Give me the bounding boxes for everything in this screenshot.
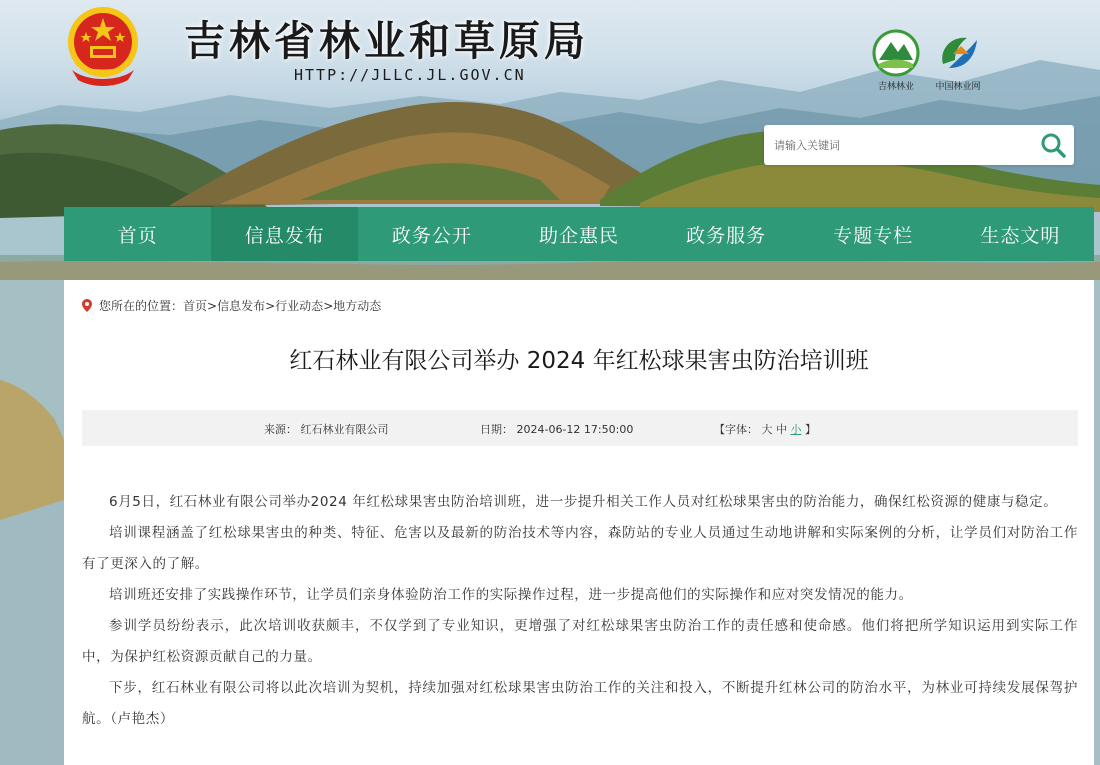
breadcrumb-item-local-news[interactable]: 地方动态 bbox=[333, 299, 382, 313]
article-source bbox=[264, 421, 389, 437]
article-body bbox=[82, 487, 1078, 735]
nav-item-home[interactable]: 首页 bbox=[117, 224, 158, 247]
font-size-medium-button[interactable]: 中 bbox=[776, 423, 787, 436]
breadcrumb-separator: > bbox=[323, 298, 334, 313]
article-meta bbox=[82, 410, 1078, 446]
partner-caption: 中国林业网 bbox=[935, 82, 981, 92]
location-pin-icon bbox=[82, 299, 92, 312]
china-forestry-net-logo bbox=[933, 28, 983, 78]
nav-item-business-support[interactable]: 助企惠民 bbox=[538, 224, 619, 247]
source-value: 红石林业有限公司 bbox=[300, 423, 389, 436]
content-panel bbox=[64, 280, 1094, 765]
font-size-label: 【字体： bbox=[714, 423, 758, 436]
jilin-forestry-logo bbox=[871, 28, 921, 78]
date-value: 2024-06-12 17:50:00 bbox=[516, 423, 634, 436]
nav-item-info-release[interactable]: 信息发布 bbox=[211, 207, 358, 261]
breadcrumb bbox=[82, 297, 381, 314]
site-url[interactable]: HTTP://JLLC.JL.GOV.CN bbox=[294, 66, 526, 84]
nav-item-gov-affairs[interactable]: 政务公开 bbox=[391, 224, 472, 247]
breadcrumb-item-info-release[interactable]: 信息发布 bbox=[217, 299, 266, 313]
breadcrumb-item-industry-news[interactable]: 行业动态 bbox=[275, 299, 324, 313]
breadcrumb-separator: > bbox=[265, 298, 276, 313]
breadcrumb-separator: > bbox=[207, 298, 218, 313]
partner-link-china-forestry-net[interactable] bbox=[926, 28, 990, 94]
font-size-large-button[interactable]: 大 bbox=[761, 423, 773, 436]
partner-caption: 吉林林业 bbox=[877, 82, 914, 92]
nav-item-special-topics[interactable]: 专题专栏 bbox=[833, 224, 914, 247]
national-emblem-icon bbox=[62, 2, 144, 88]
article-paragraph: 6月5日，红石林业有限公司举办2024 年红松球果害虫防治培训班，进一步提升相关工作人员对红松球果害虫的防治能力，确保红松资源的健康与稳定。 bbox=[109, 494, 1058, 510]
article-paragraph: 培训课程涵盖了红松球果害虫的种类、特征、危害以及最新的防治技术等内容，森防站的专业人员通过生动地讲解和实际案例的分析，让学员们对防治工作有了更深入的了解。 bbox=[82, 525, 1078, 572]
nav-item-gov-services[interactable]: 政务服务 bbox=[686, 224, 767, 247]
article-paragraph: 参训学员纷纷表示，此次培训收获颇丰，不仅学到了专业知识，更增强了对红松球果害虫防治工作的责任感和使命感。他们将把所学知识运用到实际工作中，为保护红松资源贡献自己的力量。 bbox=[82, 618, 1078, 665]
nav-item-ecology[interactable]: 生态文明 bbox=[980, 224, 1061, 247]
date-label: 日期： bbox=[480, 423, 513, 436]
breadcrumb-prefix: 您所在的位置： bbox=[99, 299, 184, 313]
article-date bbox=[480, 421, 633, 437]
search-icon[interactable] bbox=[1040, 132, 1066, 158]
article-title: 红石林业有限公司举办 2024 年红松球果害虫防治培训班 bbox=[289, 348, 869, 374]
font-size-close: 】 bbox=[805, 423, 816, 436]
search-input[interactable] bbox=[774, 134, 1024, 156]
main-nav bbox=[64, 207, 1094, 261]
partner-link-jilin-forestry[interactable] bbox=[864, 28, 928, 94]
font-size-small-button[interactable]: 小 bbox=[790, 423, 802, 436]
font-size-control bbox=[714, 421, 816, 437]
article-paragraph: 培训班还安排了实践操作环节，让学员们亲身体验防治工作的实际操作过程，进一步提高他们的实际操作和应对突发情况的能力。 bbox=[109, 587, 913, 603]
breadcrumb-item-home[interactable]: 首页 bbox=[183, 299, 208, 313]
article-paragraph: 下步，红石林业有限公司将以此次培训为契机，持续加强对红松球果害虫防治工作的关注和投入，不断提升红林公司的防治水平，为林业可持续发展保驾护航。（卢艳杰） bbox=[82, 680, 1078, 727]
source-label: 来源： bbox=[264, 423, 297, 436]
search-box bbox=[764, 125, 1074, 165]
site-title: 吉林省林业和草原局 bbox=[184, 17, 589, 65]
